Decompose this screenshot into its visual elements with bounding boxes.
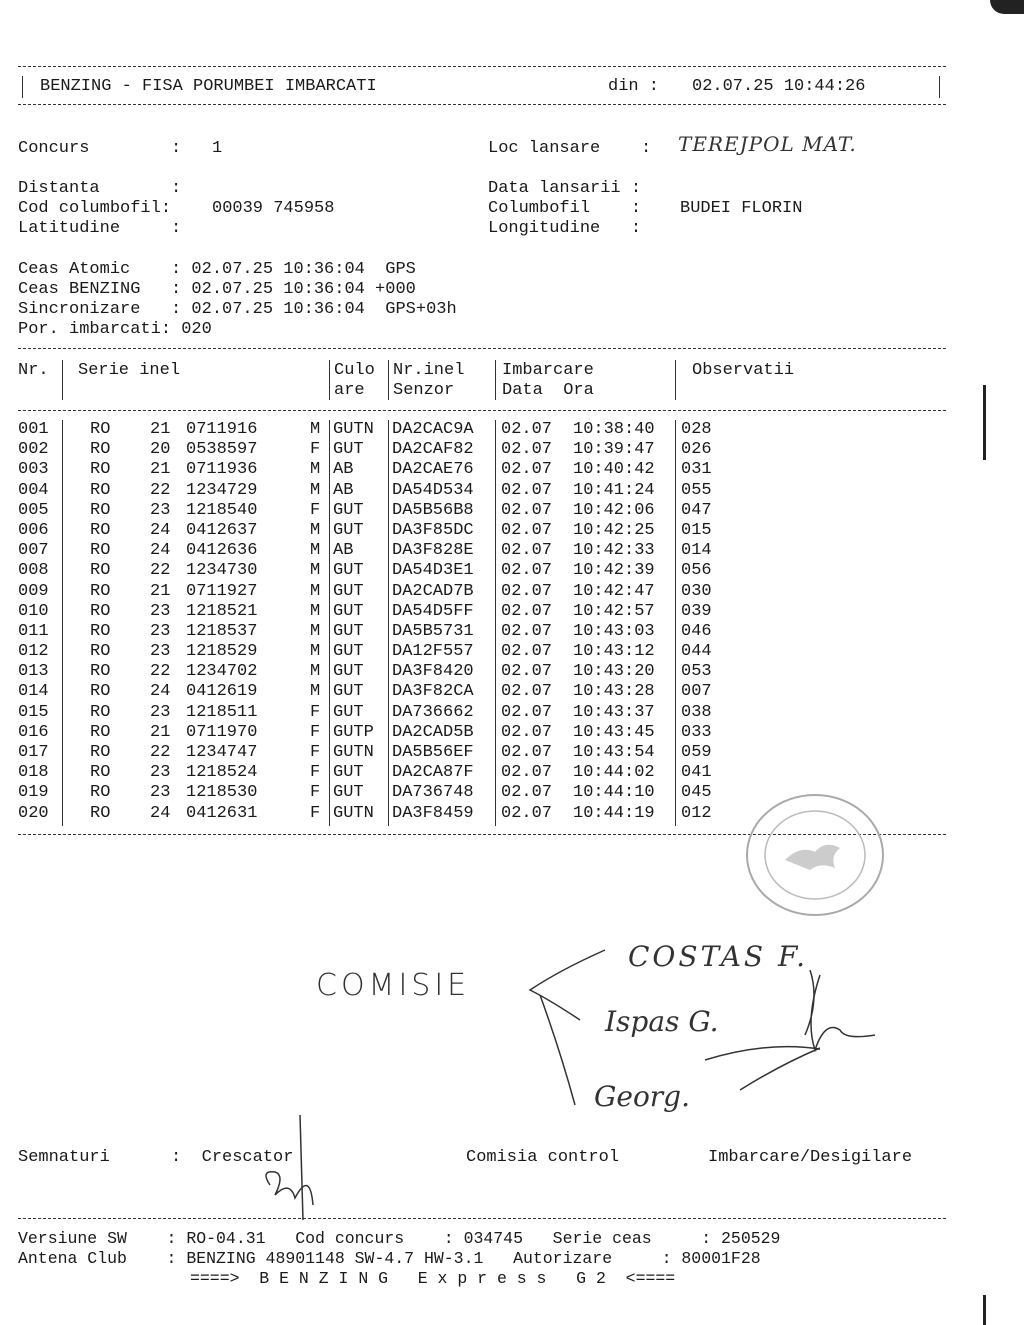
col-divider bbox=[62, 360, 63, 400]
row-date: 02.07 bbox=[501, 743, 553, 762]
row-color: GUT bbox=[333, 763, 364, 783]
row-color: GUTN bbox=[333, 743, 374, 762]
row-sensor: DA2CAF82 bbox=[392, 440, 474, 460]
row-date: 02.07 bbox=[501, 460, 553, 480]
row-observation: 046 bbox=[681, 621, 712, 641]
row-sex: F bbox=[310, 783, 321, 803]
scan-edge-mark bbox=[990, 0, 1024, 14]
signature-scribble bbox=[795, 970, 885, 1060]
row-sex: M bbox=[310, 642, 321, 662]
row-ring: 0711936 bbox=[186, 460, 258, 480]
row-nr: 010 bbox=[18, 601, 49, 621]
row-country: RO bbox=[90, 702, 111, 722]
col-header-nr-inel-2: Senzor bbox=[393, 381, 455, 400]
table-row bbox=[18, 420, 946, 440]
row-year: 22 bbox=[150, 480, 171, 500]
row-ring: 1218521 bbox=[186, 601, 258, 621]
row-observation: 053 bbox=[681, 662, 712, 682]
row-nr: 008 bbox=[18, 561, 49, 581]
row-time: 10:42:06 bbox=[573, 500, 655, 520]
row-ring: 0538597 bbox=[186, 440, 258, 460]
row-country: RO bbox=[90, 440, 111, 460]
row-date: 02.07 bbox=[501, 621, 553, 641]
table-row bbox=[18, 561, 946, 581]
row-nr: 014 bbox=[18, 682, 49, 702]
row-sex: M bbox=[310, 541, 321, 561]
row-nr: 020 bbox=[18, 803, 49, 823]
row-year: 23 bbox=[150, 642, 171, 662]
col-header-culoare: Culo bbox=[334, 361, 375, 380]
row-country: RO bbox=[90, 642, 111, 662]
row-nr: 009 bbox=[18, 581, 49, 601]
col-divider bbox=[329, 360, 330, 400]
row-ring: 1234747 bbox=[186, 743, 258, 762]
row-nr: 019 bbox=[18, 783, 49, 803]
ceas-benzing: Ceas BENZING : 02.07.25 10:36:04 +000 bbox=[18, 280, 416, 299]
row-sensor: DA54D534 bbox=[392, 480, 474, 500]
scan-edge-mark bbox=[983, 1295, 986, 1325]
page-title: BENZING - FISA PORUMBEI IMBARCATI bbox=[40, 77, 377, 96]
table-row bbox=[18, 723, 946, 743]
row-nr: 016 bbox=[18, 722, 49, 742]
row-observation: 041 bbox=[681, 763, 712, 783]
row-sex: F bbox=[310, 743, 321, 762]
row-sensor: DA2CAE76 bbox=[392, 460, 474, 480]
row-ring: 0711916 bbox=[186, 420, 258, 439]
row-date: 02.07 bbox=[501, 561, 553, 581]
row-time: 10:43:20 bbox=[573, 662, 655, 682]
row-year: 21 bbox=[150, 420, 171, 439]
row-sex: M bbox=[310, 682, 321, 702]
row-country: RO bbox=[90, 420, 111, 439]
row-nr: 013 bbox=[18, 662, 49, 682]
row-year: 24 bbox=[150, 682, 171, 702]
comisie-handwritten: COMISIE bbox=[316, 968, 471, 1003]
row-observation: 056 bbox=[681, 561, 712, 581]
row-sex: M bbox=[310, 420, 321, 439]
row-time: 10:43:28 bbox=[573, 682, 655, 702]
row-country: RO bbox=[90, 460, 111, 480]
row-sex: M bbox=[310, 480, 321, 500]
row-sex: F bbox=[310, 702, 321, 722]
footer-line-3: ====> B E N Z I N G E x p r e s s G 2 <==== bbox=[190, 1269, 676, 1288]
col-header-observatii: Observatii bbox=[692, 361, 795, 380]
row-ring: 1234702 bbox=[186, 662, 258, 682]
row-ring: 1218524 bbox=[186, 763, 258, 783]
row-observation: 030 bbox=[681, 581, 712, 601]
row-ring: 1218530 bbox=[186, 783, 258, 803]
row-ring: 1218537 bbox=[186, 621, 258, 641]
row-color: GUT bbox=[333, 662, 364, 682]
club-stamp bbox=[740, 790, 890, 920]
row-observation: 026 bbox=[681, 440, 712, 460]
col-header-imbarcare: Imbarcare bbox=[502, 361, 594, 380]
row-color: GUT bbox=[333, 520, 364, 540]
breeder-signature bbox=[255, 1110, 335, 1230]
row-color: GUT bbox=[333, 581, 364, 601]
row-country: RO bbox=[90, 722, 111, 742]
row-country: RO bbox=[90, 541, 111, 561]
row-ring: 1234729 bbox=[186, 480, 258, 500]
row-observation: 059 bbox=[681, 743, 712, 762]
col-divider bbox=[675, 360, 676, 400]
row-year: 21 bbox=[150, 460, 171, 480]
table-row bbox=[18, 501, 946, 521]
row-nr: 005 bbox=[18, 500, 49, 520]
row-date: 02.07 bbox=[501, 722, 553, 742]
row-sensor: DA736662 bbox=[392, 702, 474, 722]
row-country: RO bbox=[90, 520, 111, 540]
footer-line-2: Antena Club : BENZING 48901148 SW-4.7 HW-3.1 Autorizare : 80001F28 bbox=[18, 1249, 761, 1268]
row-sensor: DA3F828E bbox=[392, 541, 474, 561]
row-date: 02.07 bbox=[501, 480, 553, 500]
row-color: GUT bbox=[333, 642, 364, 662]
row-time: 10:43:45 bbox=[573, 722, 655, 742]
row-date: 02.07 bbox=[501, 581, 553, 601]
row-color: GUT bbox=[333, 682, 364, 702]
row-color: GUTN bbox=[333, 803, 374, 823]
row-observation: 014 bbox=[681, 541, 712, 561]
row-ring: 1218511 bbox=[186, 702, 258, 722]
row-time: 10:43:37 bbox=[573, 702, 655, 722]
row-year: 23 bbox=[150, 702, 171, 722]
imbarcare-desigilare-label: Imbarcare/Desigilare bbox=[708, 1148, 913, 1167]
row-nr: 011 bbox=[18, 621, 49, 641]
col-header-nr-inel: Nr.inel bbox=[393, 361, 465, 380]
row-sensor: DA3F82CA bbox=[392, 682, 474, 702]
row-color: GUT bbox=[333, 621, 364, 641]
pigeon-table bbox=[18, 420, 946, 824]
header-bottom-rule bbox=[18, 104, 946, 105]
row-sex: M bbox=[310, 561, 321, 581]
row-year: 23 bbox=[150, 763, 171, 783]
columbofil-label: Columbofil : bbox=[488, 199, 642, 218]
row-year: 24 bbox=[150, 541, 171, 561]
row-nr: 017 bbox=[18, 743, 49, 762]
row-observation: 045 bbox=[681, 783, 712, 803]
table-row bbox=[18, 521, 946, 541]
col-divider bbox=[388, 360, 389, 400]
row-nr: 015 bbox=[18, 702, 49, 722]
row-country: RO bbox=[90, 581, 111, 601]
table-row bbox=[18, 622, 946, 642]
row-year: 23 bbox=[150, 601, 171, 621]
row-country: RO bbox=[90, 561, 111, 581]
row-country: RO bbox=[90, 621, 111, 641]
row-observation: 039 bbox=[681, 601, 712, 621]
row-nr: 006 bbox=[18, 520, 49, 540]
row-color: AB bbox=[333, 460, 354, 480]
row-sex: M bbox=[310, 581, 321, 601]
concurs-label: Concurs : bbox=[18, 139, 182, 158]
row-time: 10:42:57 bbox=[573, 601, 655, 621]
row-sex: F bbox=[310, 440, 321, 460]
table-row bbox=[18, 682, 946, 702]
row-ring: 0412636 bbox=[186, 541, 258, 561]
row-time: 10:44:10 bbox=[573, 783, 655, 803]
row-year: 21 bbox=[150, 581, 171, 601]
col-header-nr: Nr. bbox=[18, 361, 49, 380]
table-row bbox=[18, 440, 946, 460]
row-observation: 033 bbox=[681, 722, 712, 742]
row-observation: 015 bbox=[681, 520, 712, 540]
row-time: 10:44:19 bbox=[573, 803, 655, 823]
cod-columbofil-label: Cod columbofil: bbox=[18, 199, 172, 218]
row-sex: F bbox=[310, 763, 321, 783]
row-sensor: DA3F85DC bbox=[392, 520, 474, 540]
row-sensor: DA3F8420 bbox=[392, 662, 474, 682]
row-observation: 012 bbox=[681, 803, 712, 823]
row-time: 10:43:03 bbox=[573, 621, 655, 641]
row-color: GUT bbox=[333, 500, 364, 520]
row-sensor: DA2CAD5B bbox=[392, 722, 474, 742]
row-nr: 004 bbox=[18, 480, 49, 500]
row-year: 23 bbox=[150, 500, 171, 520]
row-country: RO bbox=[90, 601, 111, 621]
row-sensor: DA12F557 bbox=[392, 642, 474, 662]
row-year: 24 bbox=[150, 803, 171, 823]
row-date: 02.07 bbox=[501, 500, 553, 520]
table-row bbox=[18, 481, 946, 501]
row-sex: M bbox=[310, 662, 321, 682]
row-country: RO bbox=[90, 682, 111, 702]
row-color: GUT bbox=[333, 440, 364, 460]
row-observation: 038 bbox=[681, 702, 712, 722]
row-ring: 0412637 bbox=[186, 520, 258, 540]
row-date: 02.07 bbox=[501, 440, 553, 460]
row-country: RO bbox=[90, 763, 111, 783]
row-nr: 003 bbox=[18, 460, 49, 480]
row-ring: 1234730 bbox=[186, 561, 258, 581]
row-sex: M bbox=[310, 601, 321, 621]
row-ring: 0412619 bbox=[186, 682, 258, 702]
row-year: 22 bbox=[150, 743, 171, 762]
row-color: AB bbox=[333, 480, 354, 500]
row-date: 02.07 bbox=[501, 763, 553, 783]
row-sex: F bbox=[310, 500, 321, 520]
row-sensor: DA5B56B8 bbox=[392, 500, 474, 520]
row-year: 20 bbox=[150, 440, 171, 460]
table-row bbox=[18, 662, 946, 682]
commission-member-1: COSTAS F. bbox=[628, 940, 808, 973]
header-right-bar bbox=[939, 76, 940, 98]
data-lansarii-label: Data lansarii : bbox=[488, 179, 642, 198]
row-ring: 0711927 bbox=[186, 581, 258, 601]
row-country: RO bbox=[90, 783, 111, 803]
table-header-rule bbox=[18, 410, 946, 411]
row-color: GUT bbox=[333, 601, 364, 621]
row-color: GUT bbox=[333, 783, 364, 803]
row-time: 10:42:39 bbox=[573, 561, 655, 581]
table-row bbox=[18, 642, 946, 662]
footer-line-1: Versiune SW : RO-04.31 Cod concurs : 034745 Serie ceas : 250529 bbox=[18, 1229, 781, 1248]
row-sensor: DA736748 bbox=[392, 783, 474, 803]
scan-edge-mark bbox=[983, 385, 986, 460]
row-time: 10:42:47 bbox=[573, 581, 655, 601]
row-sensor: DA54D3E1 bbox=[392, 561, 474, 581]
row-observation: 007 bbox=[681, 682, 712, 702]
row-sensor: DA2CAC9A bbox=[392, 420, 474, 439]
cod-columbofil-value: 00039 745958 bbox=[212, 199, 335, 218]
latitudine-label: Latitudine : bbox=[18, 219, 182, 238]
row-date: 02.07 bbox=[501, 520, 553, 540]
row-sensor: DA54D5FF bbox=[392, 601, 474, 621]
row-observation: 031 bbox=[681, 460, 712, 480]
row-year: 21 bbox=[150, 722, 171, 742]
row-ring: 1218540 bbox=[186, 500, 258, 520]
row-year: 23 bbox=[150, 783, 171, 803]
row-time: 10:41:24 bbox=[573, 480, 655, 500]
row-observation: 047 bbox=[681, 500, 712, 520]
col-header-imbarcare-2: Data Ora bbox=[502, 381, 594, 400]
row-time: 10:43:12 bbox=[573, 642, 655, 662]
row-time: 10:42:25 bbox=[573, 520, 655, 540]
row-color: GUT bbox=[333, 702, 364, 722]
row-sensor: DA5B56EF bbox=[392, 743, 474, 762]
longitudine-label: Longitudine : bbox=[488, 219, 642, 238]
row-time: 10:44:02 bbox=[573, 763, 655, 783]
row-ring: 0711970 bbox=[186, 722, 258, 742]
header-left-bar bbox=[22, 76, 23, 98]
columbofil-value: BUDEI FLORIN bbox=[680, 199, 803, 218]
table-row bbox=[18, 763, 946, 783]
row-time: 10:39:47 bbox=[573, 440, 655, 460]
row-nr: 002 bbox=[18, 440, 49, 460]
semnaturi-label: Semnaturi : Crescator bbox=[18, 1148, 294, 1167]
row-year: 22 bbox=[150, 662, 171, 682]
row-year: 23 bbox=[150, 621, 171, 641]
table-row bbox=[18, 582, 946, 602]
row-time: 10:43:54 bbox=[573, 743, 655, 762]
row-observation: 044 bbox=[681, 642, 712, 662]
row-color: AB bbox=[333, 541, 354, 561]
commission-member-2: Ispas G. bbox=[605, 1005, 719, 1038]
row-date: 02.07 bbox=[501, 682, 553, 702]
din-value: 02.07.25 10:44:26 bbox=[692, 77, 866, 96]
row-date: 02.07 bbox=[501, 642, 553, 662]
row-sensor: DA2CA87F bbox=[392, 763, 474, 783]
table-row bbox=[18, 743, 946, 763]
row-observation: 028 bbox=[681, 420, 712, 439]
row-sensor: DA3F8459 bbox=[392, 803, 474, 823]
table-row bbox=[18, 602, 946, 622]
table-top-rule bbox=[18, 348, 946, 349]
row-country: RO bbox=[90, 500, 111, 520]
row-sex: F bbox=[310, 803, 321, 823]
row-time: 10:42:33 bbox=[573, 541, 655, 561]
row-date: 02.07 bbox=[501, 803, 553, 823]
row-nr: 012 bbox=[18, 642, 49, 662]
row-country: RO bbox=[90, 480, 111, 500]
table-row bbox=[18, 541, 946, 561]
concurs-value: 1 bbox=[212, 139, 223, 158]
row-sex: M bbox=[310, 520, 321, 540]
row-country: RO bbox=[90, 662, 111, 682]
distanta-label: Distanta : bbox=[18, 179, 182, 198]
footer-top-rule bbox=[18, 1218, 946, 1219]
row-color: GUT bbox=[333, 561, 364, 581]
row-date: 02.07 bbox=[501, 662, 553, 682]
table-row bbox=[18, 703, 946, 723]
table-row bbox=[18, 460, 946, 480]
row-sensor: DA2CAD7B bbox=[392, 581, 474, 601]
row-date: 02.07 bbox=[501, 601, 553, 621]
row-country: RO bbox=[90, 803, 111, 823]
row-sex: M bbox=[310, 621, 321, 641]
row-year: 24 bbox=[150, 520, 171, 540]
row-time: 10:38:40 bbox=[573, 420, 655, 439]
row-date: 02.07 bbox=[501, 783, 553, 803]
row-date: 02.07 bbox=[501, 702, 553, 722]
row-sex: F bbox=[310, 722, 321, 742]
commission-member-3: Georg. bbox=[594, 1080, 691, 1113]
loc-lansare-handwritten: TEREJPOL MAT. bbox=[678, 132, 857, 156]
row-ring: 0412631 bbox=[186, 803, 258, 823]
row-date: 02.07 bbox=[501, 420, 553, 439]
col-header-culoare-2: are bbox=[334, 381, 365, 400]
row-color: GUTN bbox=[333, 420, 374, 439]
row-observation: 055 bbox=[681, 480, 712, 500]
row-color: GUTP bbox=[333, 722, 374, 742]
row-nr: 001 bbox=[18, 420, 49, 439]
ceas-atomic: Ceas Atomic : 02.07.25 10:36:04 GPS bbox=[18, 260, 416, 279]
din-label: din : bbox=[608, 77, 660, 96]
row-sensor: DA5B5731 bbox=[392, 621, 474, 641]
loc-lansare-label: Loc lansare : bbox=[488, 139, 652, 158]
row-year: 22 bbox=[150, 561, 171, 581]
row-country: RO bbox=[90, 743, 111, 762]
row-nr: 007 bbox=[18, 541, 49, 561]
comisia-control-label: Comisia control bbox=[466, 1148, 620, 1167]
sincronizare: Sincronizare : 02.07.25 10:36:04 GPS+03h bbox=[18, 300, 457, 319]
header-top-rule bbox=[18, 66, 946, 67]
row-time: 10:40:42 bbox=[573, 460, 655, 480]
row-date: 02.07 bbox=[501, 541, 553, 561]
row-sex: M bbox=[310, 460, 321, 480]
col-header-serie-inel: Serie inel bbox=[78, 361, 181, 380]
por-imbarcati: Por. imbarcati: 020 bbox=[18, 320, 212, 339]
row-nr: 018 bbox=[18, 763, 49, 783]
row-ring: 1218529 bbox=[186, 642, 258, 662]
col-divider bbox=[495, 360, 496, 400]
